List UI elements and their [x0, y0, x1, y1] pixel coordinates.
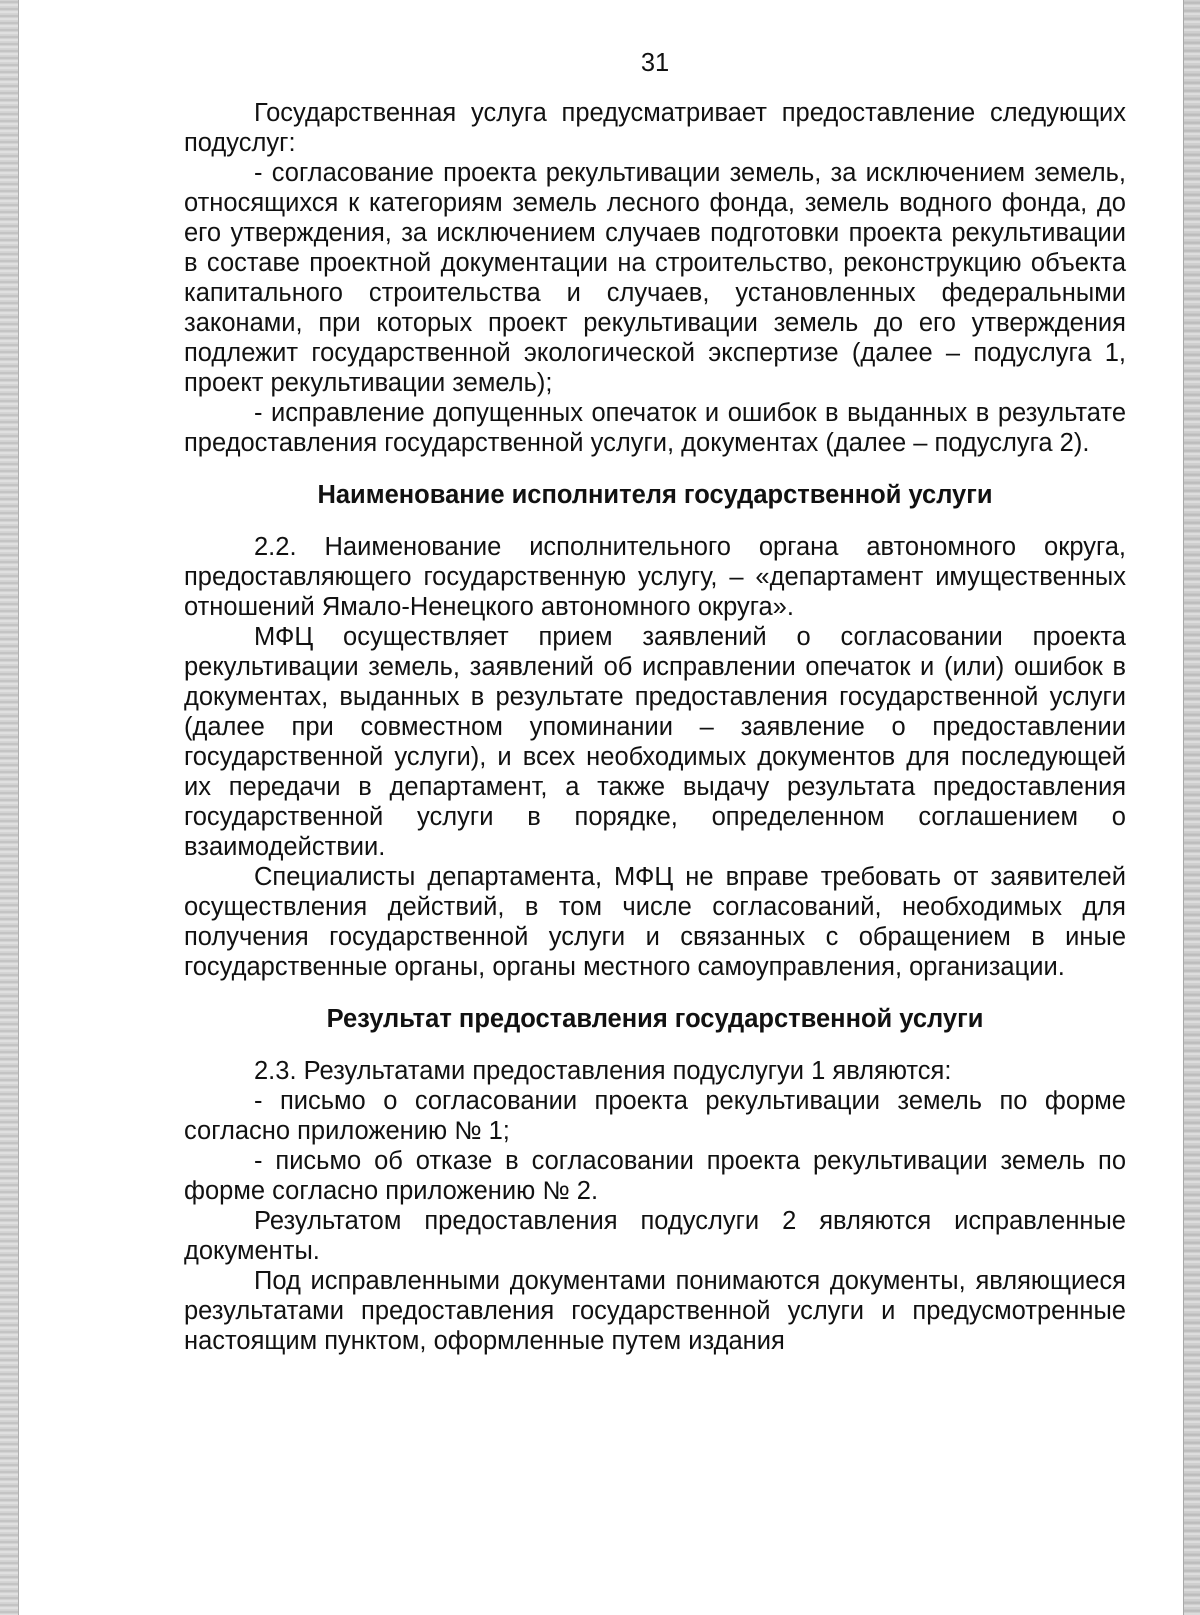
document-page	[184, 48, 1126, 1356]
paragraph-result-refusal-letter: - письмо об отказе в согласовании проекта рекультивации земель по форме согласно приложению № 2.	[184, 1147, 1126, 1205]
paragraph-corrected-documents: Под исправленными документами понимаются документы, являющиеся результатами предоставления государственной услуги и предусмотренные настоящим пунктом, оформленные путем издания	[184, 1267, 1126, 1355]
paragraph-result-subservice-2: Результатом предоставления подуслуги 2 являются исправленные документы.	[184, 1207, 1126, 1265]
paragraph-subservice-2: - исправление допущенных опечаток и ошибок в выданных в результате предоставления государственной услуги, документах (далее – подуслуга 2).	[184, 399, 1126, 457]
scan-left-edge	[0, 0, 19, 1615]
paragraph-result-approval-letter: - письмо о согласовании проекта рекультивации земель по форме согласно приложению № 1;	[184, 1087, 1126, 1145]
paragraph-2-3: 2.3. Результатами предоставления подуслугуи 1 являются:	[254, 1057, 952, 1085]
section-heading-result: Результат предоставления государственной услуги	[326, 1005, 984, 1033]
scan-right-edge	[1183, 0, 1200, 1615]
page-number: 31	[640, 49, 670, 77]
paragraph-subservices-intro: Государственная услуга предусматривает предоставление следующих подуслуг:	[184, 99, 1126, 157]
paragraph-mfc: МФЦ осуществляет прием заявлений о согласовании проекта рекультивации земель, заявлений об исправлении опечаток и (или) ошибок в документах, выданных в результате предоставления государственной услуги (далее при совместном упоминании – заявление о предоставлении государственной услуги), и всех необходимых документов для последующей их передачи в департамент, а также выдачу результата предоставления государственной услуги в порядке, определенном соглашением о взаимодействии.	[184, 623, 1126, 861]
section-heading-executor: Наименование исполнителя государственной услуги	[317, 481, 993, 509]
paragraph-subservice-1: - согласование проекта рекультивации земель, за исключением земель, относящихся к категориям земель лесного фонда, земель водного фонда, до его утверждения, за исключением случаев подготовки проекта рекультивации в составе проектной документации на строительство, реконструкцию объекта капитального строительства и случаев, установленных федеральными законами, при которых проект рекультивации земель до его утверждения подлежит государственной экологической экспертизе (далее – подуслуга 1, проект рекультивации земель);	[184, 159, 1126, 397]
paragraph-2-2: 2.2. Наименование исполнительного органа автономного округа, предоставляющего государственную услугу, – «департамент имущественных отношений Ямало-Ненецкого автономного округа».	[184, 533, 1126, 621]
paragraph-specialists: Специалисты департамента, МФЦ не вправе требовать от заявителей осуществления действий, в том числе согласований, необходимых для получения государственной услуги и связанных с обращением в иные государственные органы, органы местного самоуправления, организации.	[184, 863, 1126, 981]
